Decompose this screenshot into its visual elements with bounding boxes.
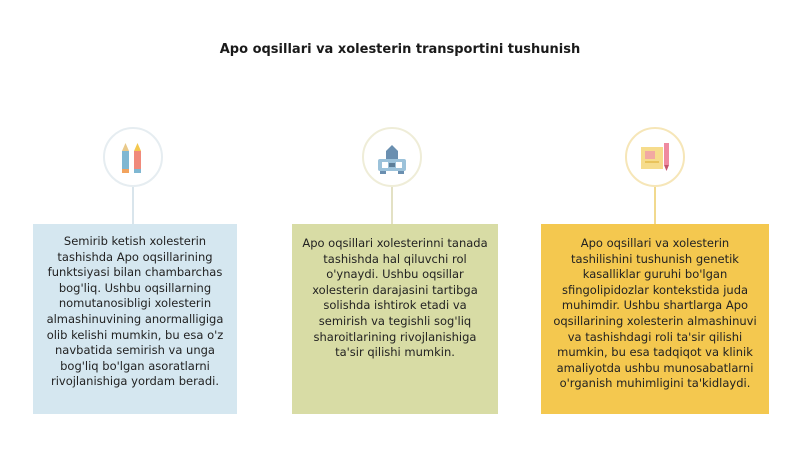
text-card: Apo oqsillari va xolesterin tashilishini tushunish genetik kasalliklar guruhi bo'lgan sfingolipidozlar kontekstida juda muhimdir. Ushbu shartlarga Apo oqsillarining xolesterin almashinuvi va tashishdagi roli ta'sir qilishi mumkin, bu esa tadqiqot va klinik amaliyotda ushbu munosabatlarni o'rganish muhimligini ta'kidlaydi. [541, 224, 769, 414]
icon-circle [362, 127, 422, 187]
column-sphingolipidoses [541, 0, 769, 450]
icon-circle [103, 127, 163, 187]
text-card: Apo oqsillari xolesterinni tanada tashishda hal qiluvchi rol o'ynaydi. Ushbu oqsillar xolesterin darajasini tartibga solishda ishtirok etadi va semirish va tegishli sog'liq sharoitlarining rivojlanishiga ta'sir qilishi mumkin. [292, 224, 498, 414]
connector-line [132, 187, 134, 224]
connector-line [654, 187, 656, 224]
document-pen-icon [627, 129, 683, 185]
pencils-icon [105, 129, 161, 185]
column-obesity [33, 0, 233, 450]
text-card: Semirib ketish xolesterin tashishda Apo oqsillarining funktsiyasi bilan chambarchas bog'liq. Ushbu oqsillarning nomutanosibligi xolesterin almashinuvining anormalligiga olib kelishi mumkin, bu esa o'z navbatida semirish va unga bog'liq bo'lgan asoratlarni rivojlanishiga yordam beradi. [33, 224, 237, 414]
icon-circle [625, 127, 685, 187]
connector-line [391, 187, 393, 224]
robot-icon [364, 129, 420, 185]
column-transport [292, 0, 492, 450]
diagram-title: Apo oqsillari va xolesterin transportini tushunish [219, 42, 581, 57]
